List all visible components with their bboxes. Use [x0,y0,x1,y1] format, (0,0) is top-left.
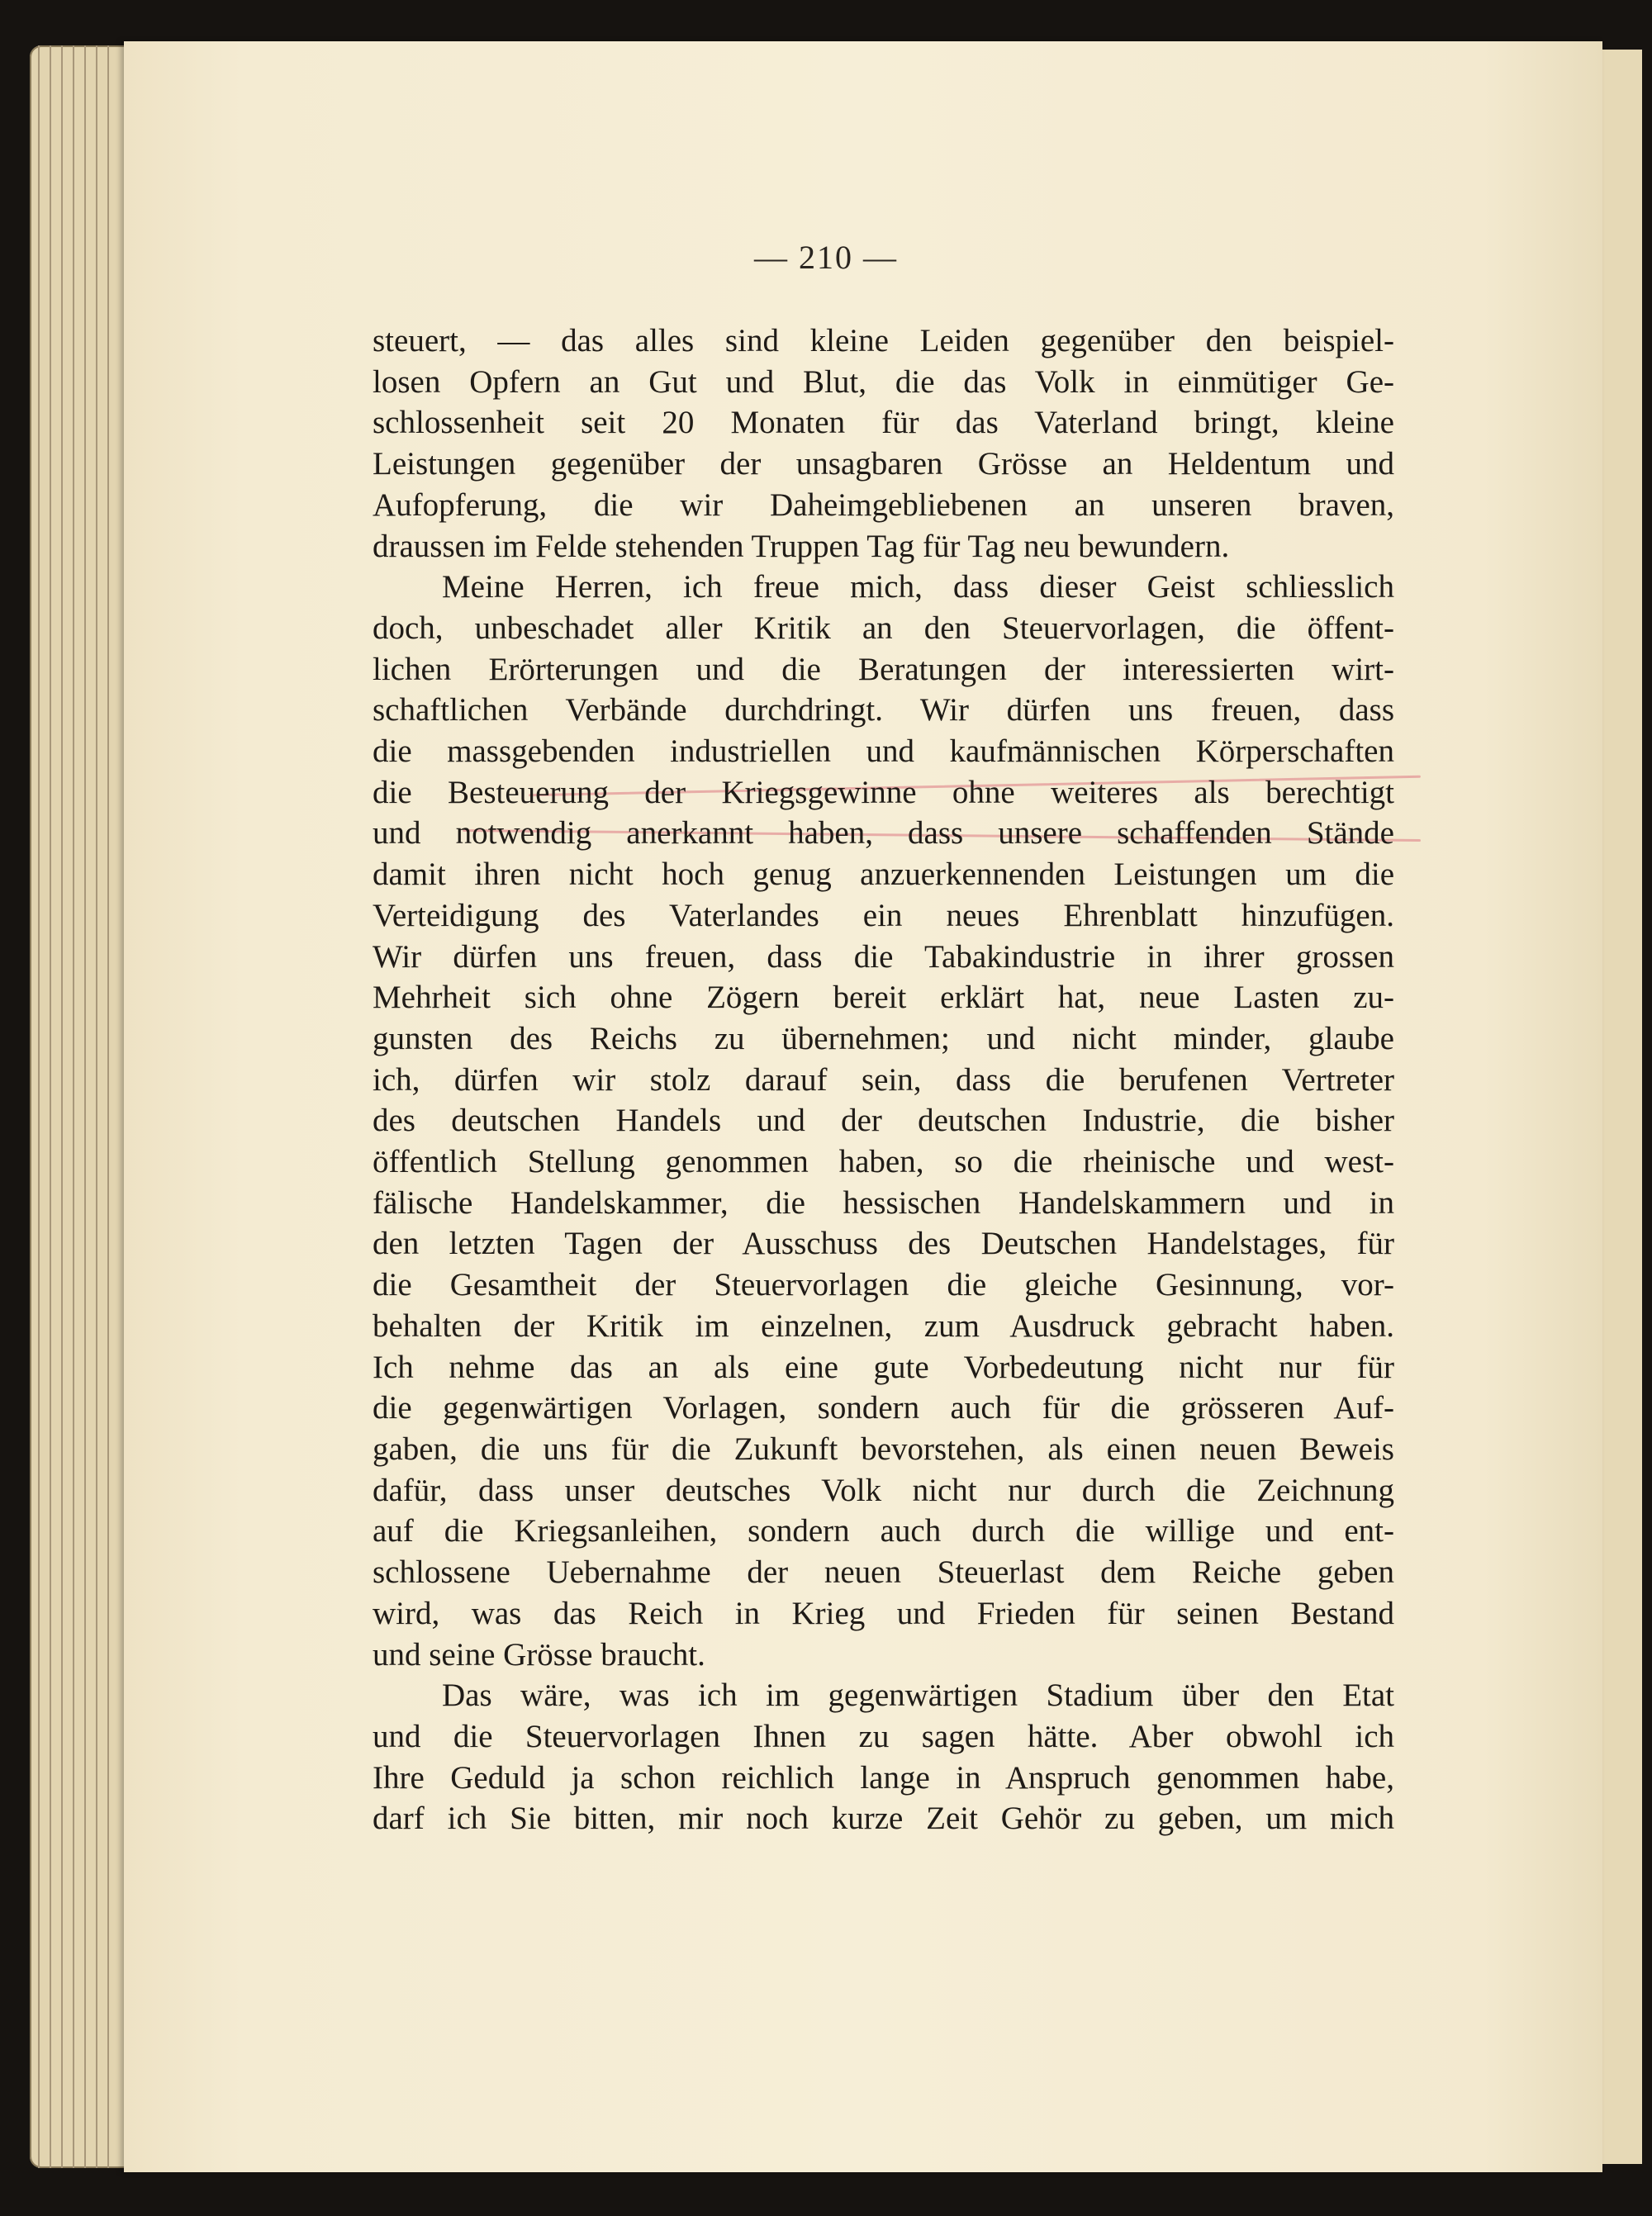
text-line: dafür, dass unser deutsches Volk nicht nur durch die Zeichnung [373,1472,1394,1508]
text-line: draussen im Felde stehenden Truppen Tag für Tag neu bewundern. [373,528,1230,564]
text-line: fälische Handelskammer, die hessischen Handelskammern und in [373,1184,1394,1221]
page-number: — 210 — [754,239,898,276]
text-line: Das wäre, was ich im gegenwärtigen Stadium über den Etat [442,1677,1394,1714]
text-line: schaftlichen Verbände durchdringt. Wir dürfen uns freuen, dass [373,692,1394,728]
text-line: Aufopferung, die wir Daheimgebliebenen an unseren braven, [373,486,1394,523]
text-line: Ihre Geduld ja schon reichlich lange in Anspruch genommen habe, [373,1759,1394,1796]
page-edge-line [61,45,63,2168]
text-line: doch, unbeschadet aller Kritik an den Steuervorlagen, die öffent- [373,610,1394,646]
text-line: und notwendig anerkannt haben, dass unsere schaffenden Stände [373,815,1394,852]
text-line: damit ihren nicht hoch genug anzuerkennenden Leistungen um die [373,857,1394,893]
text-line: darf ich Sie bitten, mir noch kurze Zeit Gehör zu geben, um mich [373,1801,1394,1837]
page-edge-line [107,45,109,2168]
page-edge-line [84,45,86,2168]
page-edge-line [73,45,74,2168]
text-line: Verteidigung des Vaterlandes ein neues Ehrenblatt hinzufügen. [373,897,1394,933]
text-line: die gegenwärtigen Vorlagen, sondern auch für die grösseren Auf- [373,1390,1394,1426]
page-edge-line [50,45,51,2168]
text-line: lichen Erörterungen und die Beratungen der interessierten wirt- [373,651,1394,687]
text-line: und seine Grösse braucht. [373,1636,705,1673]
text-line: schlossenheit seit 20 Monaten für das Vaterland bringt, kleine [373,405,1394,441]
paragraph [373,1675,1394,1839]
text-line: gaben, die uns für die Zukunft bevorstehen, als einen neuen Beweis [373,1431,1394,1467]
text-line: Meine Herren, ich freue mich, dass dieser Geist schliesslich [442,569,1394,605]
text-line: die Besteuerung der Kriegsgewinne ohne weiteres als berechtigt [373,774,1394,810]
paragraph [373,320,1394,567]
text-line: schlossene Uebernahme der neuen Steuerlast dem Reiche geben [373,1554,1394,1591]
text-line: gunsten des Reichs zu übernehmen; und nicht minder, glaube [373,1020,1394,1056]
text-line: und die Steuervorlagen Ihnen zu sagen hätte. Aber obwohl ich [373,1718,1394,1754]
page-edge-line [38,45,40,2168]
text-line: Wir dürfen uns freuen, dass die Tabakindustrie in ihrer grossen [373,938,1394,975]
text-line: Ich nehme das an als eine gute Vorbedeutung nicht nur für [373,1349,1394,1385]
page-edge-line [96,45,97,2168]
next-page-edge [1598,50,1642,2164]
text-line: ich, dürfen wir stolz darauf sein, dass die berufenen Vertreter [373,1061,1394,1098]
text-line: des deutschen Handels und der deutschen Industrie, die bisher [373,1103,1394,1139]
page-edges [30,45,129,2168]
text-line: die Gesamtheit der Steuervorlagen die gleiche Gesinnung, vor- [373,1267,1394,1303]
text-line: steuert, — das alles sind kleine Leiden gegenüber den beispiel- [373,323,1394,358]
text-line: Leistungen gegenüber der unsagbaren Grösse an Heldentum und [373,446,1394,482]
paragraph [373,567,1394,1675]
text-line: wird, was das Reich in Krieg und Frieden für seinen Bestand [373,1595,1394,1631]
text-line: den letzten Tagen der Ausschuss des Deutschen Handelstages, für [373,1226,1394,1262]
text-line: behalten der Kritik im einzelnen, zum Ausdruck gebracht haben. [373,1307,1394,1344]
body-text [373,320,1394,1839]
text-line: die massgebenden industriellen und kaufmännischen Körperschaften [373,733,1394,770]
text-line: losen Opfern an Gut und Blut, die das Volk in einmütiger Ge- [373,363,1394,400]
text-line: auf die Kriegsanleihen, sondern auch durch die willige und ent- [373,1513,1394,1549]
text-line: öffentlich Stellung genommen haben, so die rheinische und west- [373,1144,1394,1180]
text-line: Mehrheit sich ohne Zögern bereit erklärt hat, neue Lasten zu- [373,980,1394,1016]
